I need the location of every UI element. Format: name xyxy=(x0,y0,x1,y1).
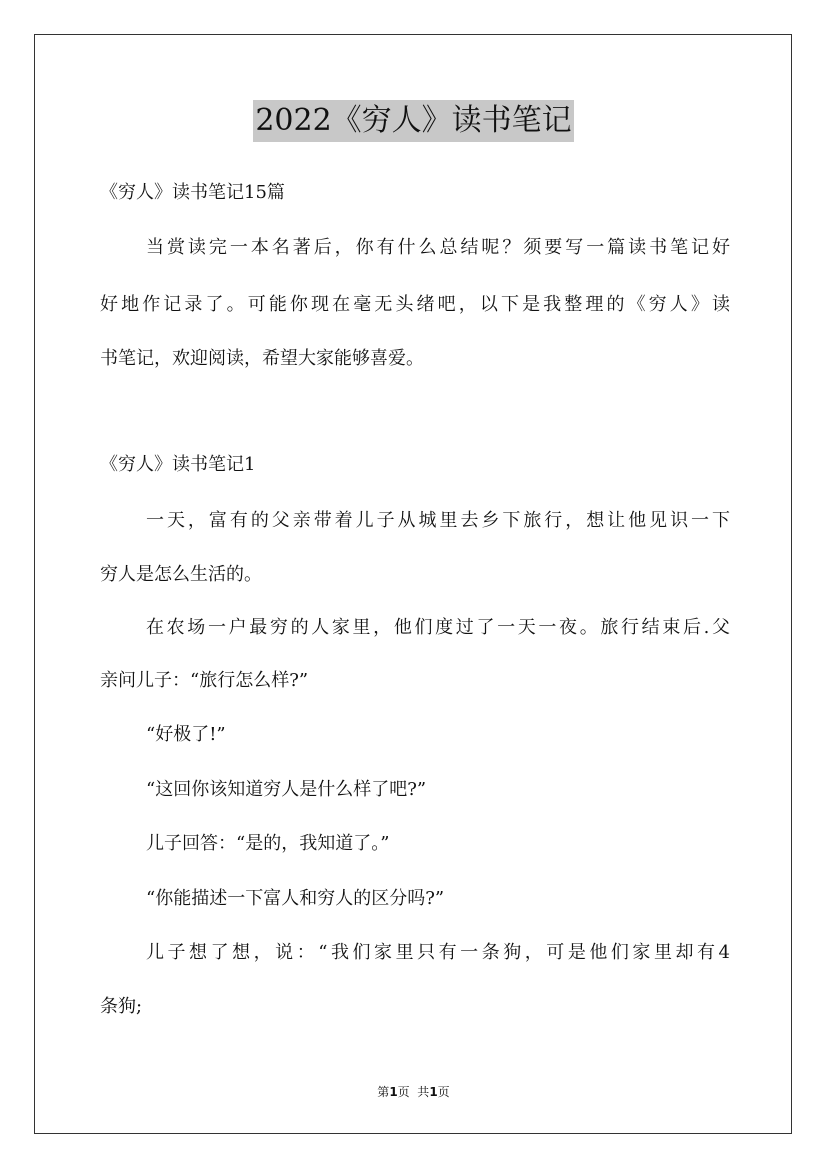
subtitle: 《穷人》读书笔记15篇 xyxy=(100,182,285,203)
paragraph-5: 儿子回答：“是的，我知道了。” xyxy=(146,833,390,854)
paragraph-7-line-2: 条狗; xyxy=(100,996,143,1017)
paragraph-6: “你能描述一下富人和穷人的区分吗?” xyxy=(146,888,445,909)
footer-total-pages: 1 xyxy=(429,1085,438,1099)
footer-page-number: 1 xyxy=(389,1085,398,1099)
footer-page-suffix: 页 xyxy=(437,1085,450,1099)
paragraph-2-line-2: 亲问儿子：“旅行怎么样?” xyxy=(100,670,309,691)
paragraph-1-line-1: 一天，富有的父亲带着儿子从城里去乡下旅行，想让他见识一下 xyxy=(146,510,730,531)
intro-line-2: 好地作记录了。可能你现在毫无头绪吧，以下是我整理的《穷人》读 xyxy=(100,294,730,315)
footer-page-prefix: 第 xyxy=(377,1085,390,1099)
title-container xyxy=(0,100,827,142)
page-footer xyxy=(0,1083,827,1101)
footer-page-mid: 页 共 xyxy=(397,1085,430,1099)
paragraph-2-line-1: 在农场一户最穷的人家里，他们度过了一天一夜。旅行结束后.父 xyxy=(146,617,730,638)
document-title: 2022《穷人》读书笔记 xyxy=(253,100,573,142)
paragraph-1-line-2: 穷人是怎么生活的。 xyxy=(100,564,262,585)
paragraph-3: “好极了!” xyxy=(146,724,226,745)
intro-line-1: 当赏读完一本名著后，你有什么总结呢？须要写一篇读书笔记好 xyxy=(146,237,730,258)
paragraph-4: “这回你该知道穷人是什么样了吧?” xyxy=(146,779,427,800)
section-heading: 《穷人》读书笔记1 xyxy=(100,454,256,475)
paragraph-7-line-1: 儿子想了想，说：“我们家里只有一条狗，可是他们家里却有4 xyxy=(146,942,730,963)
intro-line-3: 书笔记，欢迎阅读，希望大家能够喜爱。 xyxy=(100,348,424,369)
